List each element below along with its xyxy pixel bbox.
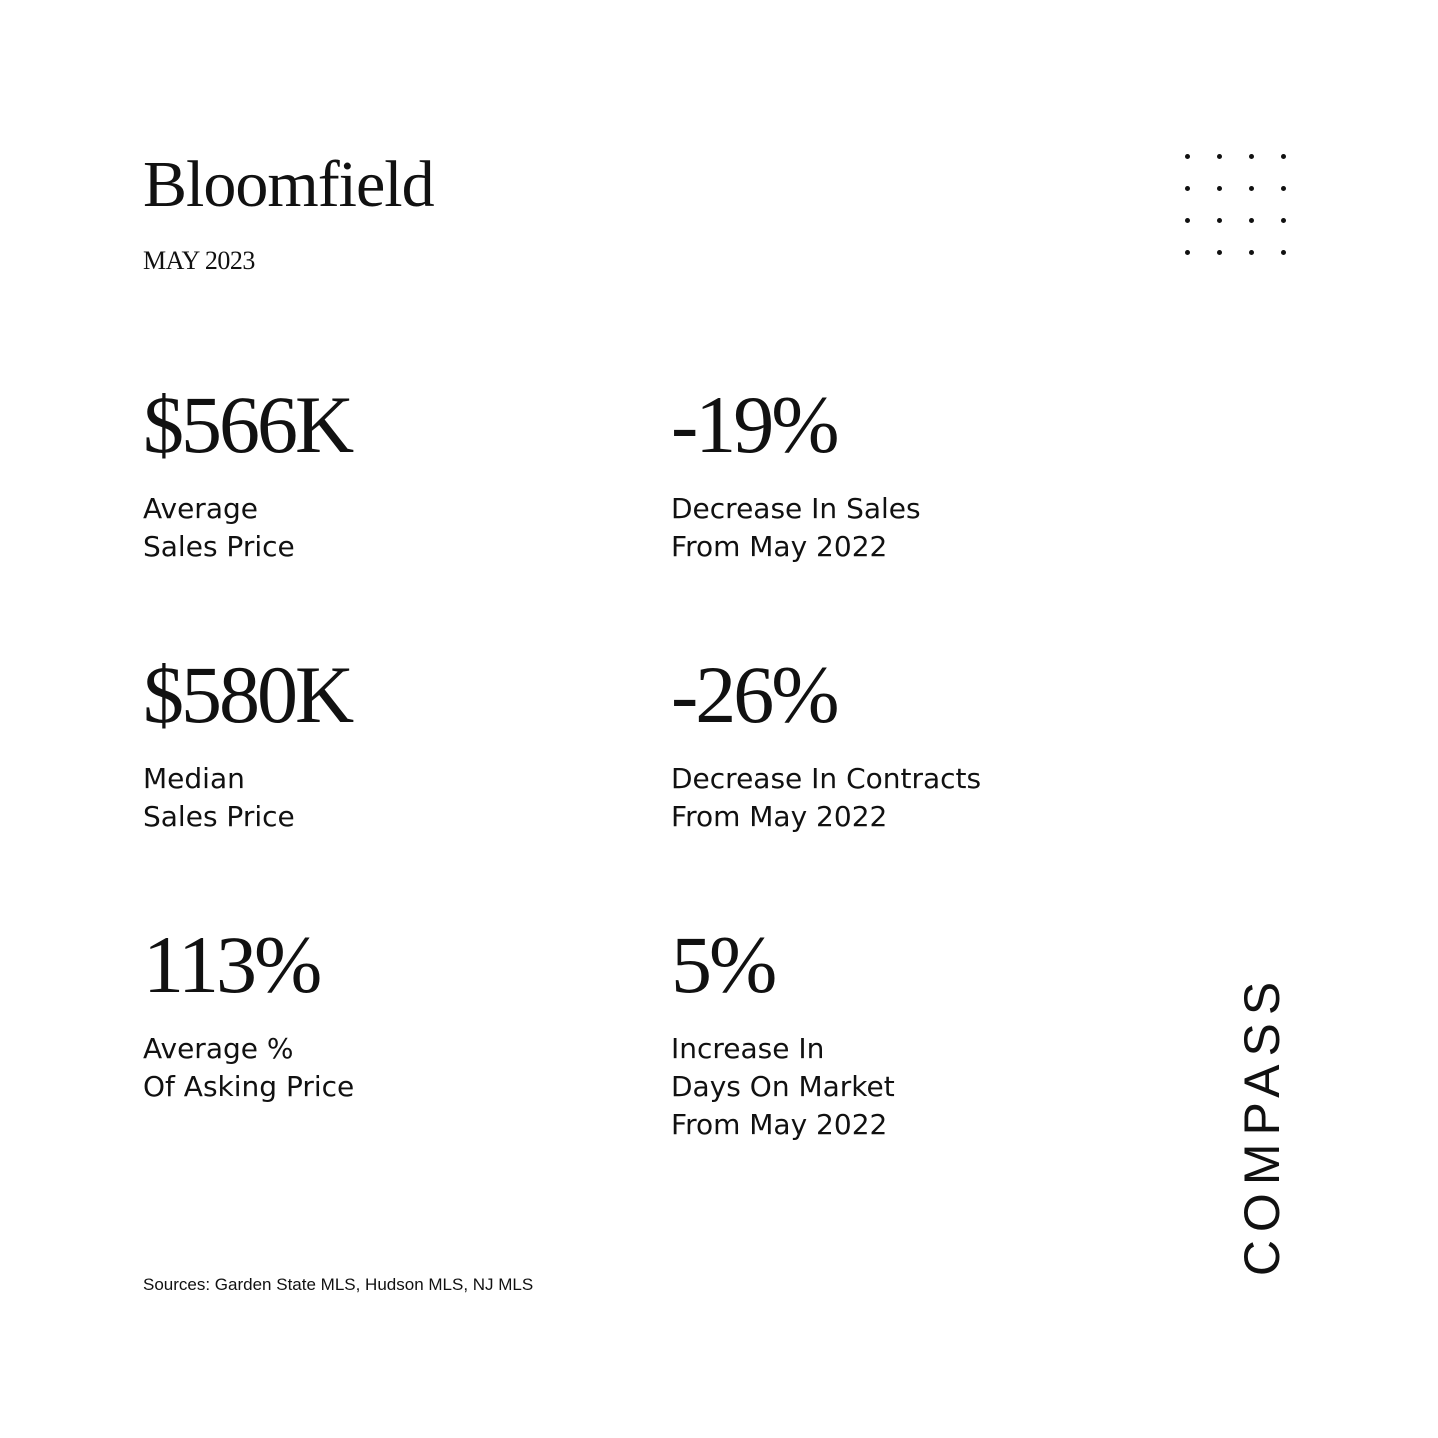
dot xyxy=(1217,218,1222,223)
dot xyxy=(1217,250,1222,255)
sources-note: Sources: Garden State MLS, Hudson MLS, NJ MLS xyxy=(143,1275,534,1294)
stat-value: 113% xyxy=(143,919,320,1010)
stat-label: Decrease In Sales From May 2022 xyxy=(671,492,921,563)
report-date: MAY 2023 xyxy=(143,246,255,275)
stat-value: -26% xyxy=(671,649,837,740)
compass-logo: COMPASS xyxy=(1234,973,1290,1277)
dot xyxy=(1185,250,1190,255)
stat-contracts-change xyxy=(671,650,981,836)
dot xyxy=(1217,186,1222,191)
stat-value: -19% xyxy=(671,379,837,470)
page-title: Bloomfield xyxy=(143,148,434,221)
dot xyxy=(1249,154,1254,159)
dot xyxy=(1185,186,1190,191)
stat-average-sales-price xyxy=(143,380,351,566)
dot xyxy=(1185,218,1190,223)
stat-value: $566K xyxy=(143,379,352,470)
stat-label: Average % Of Asking Price xyxy=(143,1032,355,1103)
stat-percent-of-asking xyxy=(143,920,354,1106)
dot xyxy=(1281,250,1286,255)
stat-label: Average Sales Price xyxy=(143,492,295,563)
dot xyxy=(1249,250,1254,255)
stat-label: Increase In Days On Market From May 2022 xyxy=(671,1032,895,1141)
dot xyxy=(1281,154,1286,159)
dot xyxy=(1249,218,1254,223)
stat-days-on-market-change xyxy=(671,920,895,1144)
dot xyxy=(1217,154,1222,159)
stat-label: Decrease In Contracts From May 2022 xyxy=(671,762,982,833)
dot xyxy=(1249,186,1254,191)
stat-value: 5% xyxy=(671,919,775,1010)
dot-grid-icon xyxy=(1171,140,1299,268)
stat-label: Median Sales Price xyxy=(143,762,295,833)
dot xyxy=(1185,154,1190,159)
dot xyxy=(1281,186,1286,191)
stat-median-sales-price xyxy=(143,650,351,836)
dot xyxy=(1281,218,1286,223)
stat-value: $580K xyxy=(143,649,352,740)
stat-sales-change xyxy=(671,380,921,566)
